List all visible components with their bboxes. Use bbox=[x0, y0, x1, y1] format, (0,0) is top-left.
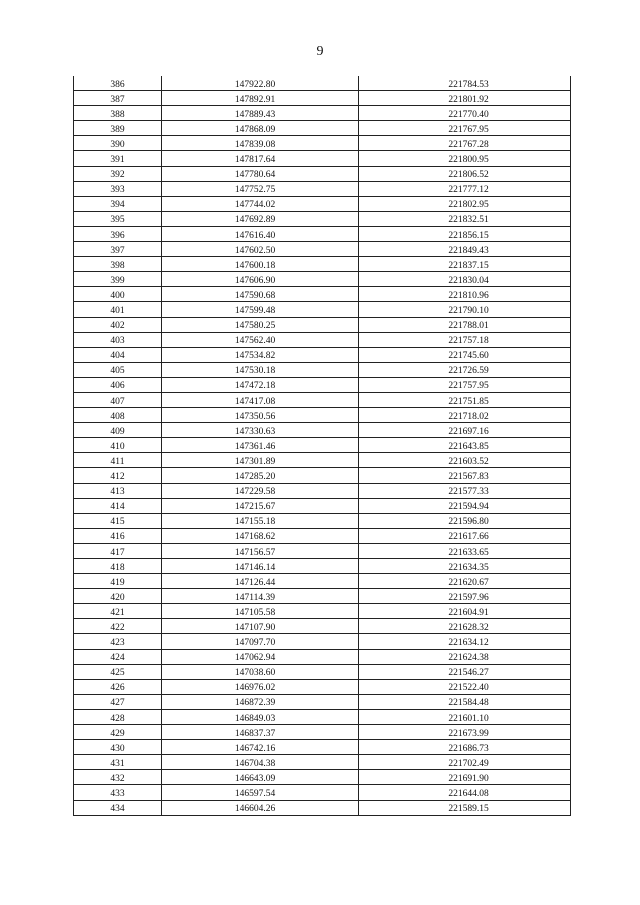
x-coordinate-cell: 146643.09 bbox=[162, 770, 359, 785]
x-coordinate-cell: 147744.02 bbox=[162, 196, 359, 211]
table-row bbox=[74, 709, 571, 724]
table-row bbox=[74, 513, 571, 528]
y-coordinate-cell: 221784.53 bbox=[359, 76, 571, 91]
point-number-cell: 395 bbox=[74, 211, 162, 226]
y-coordinate-cell: 221856.15 bbox=[359, 226, 571, 241]
point-number-cell: 422 bbox=[74, 619, 162, 634]
y-coordinate-cell: 221567.83 bbox=[359, 468, 571, 483]
point-number-cell: 387 bbox=[74, 91, 162, 106]
y-coordinate-cell: 221790.10 bbox=[359, 302, 571, 317]
x-coordinate-cell: 147600.18 bbox=[162, 257, 359, 272]
table-row bbox=[74, 785, 571, 800]
y-coordinate-cell: 221577.33 bbox=[359, 483, 571, 498]
point-number-cell: 425 bbox=[74, 664, 162, 679]
y-coordinate-cell: 221644.08 bbox=[359, 785, 571, 800]
y-coordinate-cell: 221634.12 bbox=[359, 634, 571, 649]
table-row bbox=[74, 483, 571, 498]
table-row bbox=[74, 226, 571, 241]
x-coordinate-cell: 147780.64 bbox=[162, 166, 359, 181]
table-row bbox=[74, 664, 571, 679]
coordinates-table-body bbox=[74, 76, 571, 815]
point-number-cell: 402 bbox=[74, 317, 162, 332]
table-row bbox=[74, 604, 571, 619]
point-number-cell: 419 bbox=[74, 574, 162, 589]
page-number: 9 bbox=[316, 44, 324, 59]
y-coordinate-cell: 221584.48 bbox=[359, 694, 571, 709]
table-row bbox=[74, 181, 571, 196]
x-coordinate-cell: 147562.40 bbox=[162, 332, 359, 347]
point-number-cell: 404 bbox=[74, 347, 162, 362]
point-number-cell: 412 bbox=[74, 468, 162, 483]
x-coordinate-cell: 147616.40 bbox=[162, 226, 359, 241]
y-coordinate-cell: 221832.51 bbox=[359, 211, 571, 226]
x-coordinate-cell: 146597.54 bbox=[162, 785, 359, 800]
point-number-cell: 394 bbox=[74, 196, 162, 211]
x-coordinate-cell: 147602.50 bbox=[162, 242, 359, 257]
y-coordinate-cell: 221596.80 bbox=[359, 513, 571, 528]
point-number-cell: 409 bbox=[74, 423, 162, 438]
point-number-cell: 411 bbox=[74, 453, 162, 468]
table-row bbox=[74, 800, 571, 815]
y-coordinate-cell: 221767.28 bbox=[359, 136, 571, 151]
point-number-cell: 429 bbox=[74, 725, 162, 740]
x-coordinate-cell: 147606.90 bbox=[162, 272, 359, 287]
x-coordinate-cell: 147417.08 bbox=[162, 392, 359, 407]
x-coordinate-cell: 147062.94 bbox=[162, 649, 359, 664]
point-number-cell: 413 bbox=[74, 483, 162, 498]
x-coordinate-cell: 146837.37 bbox=[162, 725, 359, 740]
point-number-cell: 423 bbox=[74, 634, 162, 649]
y-coordinate-cell: 221620.67 bbox=[359, 574, 571, 589]
table-row bbox=[74, 392, 571, 407]
point-number-cell: 426 bbox=[74, 679, 162, 694]
table-row bbox=[74, 543, 571, 558]
table-row bbox=[74, 634, 571, 649]
point-number-cell: 420 bbox=[74, 589, 162, 604]
x-coordinate-cell: 147126.44 bbox=[162, 574, 359, 589]
point-number-cell: 392 bbox=[74, 166, 162, 181]
point-number-cell: 418 bbox=[74, 559, 162, 574]
point-number-cell: 428 bbox=[74, 709, 162, 724]
x-coordinate-cell: 147038.60 bbox=[162, 664, 359, 679]
x-coordinate-cell: 146976.02 bbox=[162, 679, 359, 694]
x-coordinate-cell: 147168.62 bbox=[162, 528, 359, 543]
x-coordinate-cell: 147580.25 bbox=[162, 317, 359, 332]
table-row bbox=[74, 302, 571, 317]
y-coordinate-cell: 221800.95 bbox=[359, 151, 571, 166]
y-coordinate-cell: 221594.94 bbox=[359, 498, 571, 513]
y-coordinate-cell: 221777.12 bbox=[359, 181, 571, 196]
table-row bbox=[74, 559, 571, 574]
x-coordinate-cell: 147922.80 bbox=[162, 76, 359, 91]
point-number-cell: 406 bbox=[74, 377, 162, 392]
point-number-cell: 401 bbox=[74, 302, 162, 317]
table-row bbox=[74, 770, 571, 785]
y-coordinate-cell: 221603.52 bbox=[359, 453, 571, 468]
table-row bbox=[74, 694, 571, 709]
point-number-cell: 393 bbox=[74, 181, 162, 196]
table-row bbox=[74, 317, 571, 332]
x-coordinate-cell: 147229.58 bbox=[162, 483, 359, 498]
point-number-cell: 431 bbox=[74, 755, 162, 770]
table-row bbox=[74, 347, 571, 362]
x-coordinate-cell: 146849.03 bbox=[162, 709, 359, 724]
table-row bbox=[74, 468, 571, 483]
table-row bbox=[74, 151, 571, 166]
x-coordinate-cell: 147330.63 bbox=[162, 423, 359, 438]
point-number-cell: 432 bbox=[74, 770, 162, 785]
y-coordinate-cell: 221770.40 bbox=[359, 106, 571, 121]
point-number-cell: 391 bbox=[74, 151, 162, 166]
table-row bbox=[74, 257, 571, 272]
table-row bbox=[74, 166, 571, 181]
y-coordinate-cell: 221751.85 bbox=[359, 392, 571, 407]
point-number-cell: 386 bbox=[74, 76, 162, 91]
x-coordinate-cell: 147692.89 bbox=[162, 211, 359, 226]
x-coordinate-cell: 147105.58 bbox=[162, 604, 359, 619]
y-coordinate-cell: 221624.38 bbox=[359, 649, 571, 664]
point-number-cell: 403 bbox=[74, 332, 162, 347]
x-coordinate-cell: 147146.14 bbox=[162, 559, 359, 574]
y-coordinate-cell: 221788.01 bbox=[359, 317, 571, 332]
table-row bbox=[74, 589, 571, 604]
x-coordinate-cell: 146604.26 bbox=[162, 800, 359, 815]
table-row bbox=[74, 272, 571, 287]
table-row bbox=[74, 211, 571, 226]
y-coordinate-cell: 221643.85 bbox=[359, 438, 571, 453]
table-row bbox=[74, 106, 571, 121]
y-coordinate-cell: 221691.90 bbox=[359, 770, 571, 785]
y-coordinate-cell: 221546.27 bbox=[359, 664, 571, 679]
y-coordinate-cell: 221802.95 bbox=[359, 196, 571, 211]
y-coordinate-cell: 221837.15 bbox=[359, 257, 571, 272]
x-coordinate-cell: 147156.57 bbox=[162, 543, 359, 558]
y-coordinate-cell: 221718.02 bbox=[359, 408, 571, 423]
x-coordinate-cell: 147215.67 bbox=[162, 498, 359, 513]
table-row bbox=[74, 438, 571, 453]
x-coordinate-cell: 147868.09 bbox=[162, 121, 359, 136]
table-row bbox=[74, 377, 571, 392]
y-coordinate-cell: 221697.16 bbox=[359, 423, 571, 438]
y-coordinate-cell: 221522.40 bbox=[359, 679, 571, 694]
point-number-cell: 388 bbox=[74, 106, 162, 121]
y-coordinate-cell: 221597.96 bbox=[359, 589, 571, 604]
table-row bbox=[74, 679, 571, 694]
y-coordinate-cell: 221628.32 bbox=[359, 619, 571, 634]
point-number-cell: 415 bbox=[74, 513, 162, 528]
table-row bbox=[74, 121, 571, 136]
y-coordinate-cell: 221757.95 bbox=[359, 377, 571, 392]
y-coordinate-cell: 221806.52 bbox=[359, 166, 571, 181]
point-number-cell: 407 bbox=[74, 392, 162, 407]
y-coordinate-cell: 221726.59 bbox=[359, 362, 571, 377]
x-coordinate-cell: 147361.46 bbox=[162, 438, 359, 453]
table-row bbox=[74, 136, 571, 151]
table-row bbox=[74, 574, 571, 589]
table-row bbox=[74, 76, 571, 91]
y-coordinate-cell: 221830.04 bbox=[359, 272, 571, 287]
y-coordinate-cell: 221745.60 bbox=[359, 347, 571, 362]
table-row bbox=[74, 755, 571, 770]
x-coordinate-cell: 147817.64 bbox=[162, 151, 359, 166]
x-coordinate-cell: 147530.18 bbox=[162, 362, 359, 377]
x-coordinate-cell: 147599.48 bbox=[162, 302, 359, 317]
table-row bbox=[74, 740, 571, 755]
x-coordinate-cell: 147472.18 bbox=[162, 377, 359, 392]
x-coordinate-cell: 147350.56 bbox=[162, 408, 359, 423]
table-row bbox=[74, 408, 571, 423]
x-coordinate-cell: 146742.16 bbox=[162, 740, 359, 755]
point-number-cell: 430 bbox=[74, 740, 162, 755]
x-coordinate-cell: 147590.68 bbox=[162, 287, 359, 302]
y-coordinate-cell: 221702.49 bbox=[359, 755, 571, 770]
point-number-cell: 389 bbox=[74, 121, 162, 136]
x-coordinate-cell: 147752.75 bbox=[162, 181, 359, 196]
x-coordinate-cell: 147892.91 bbox=[162, 91, 359, 106]
table-row bbox=[74, 332, 571, 347]
point-number-cell: 433 bbox=[74, 785, 162, 800]
table-row bbox=[74, 242, 571, 257]
x-coordinate-cell: 147155.18 bbox=[162, 513, 359, 528]
table-row bbox=[74, 362, 571, 377]
x-coordinate-cell: 147097.70 bbox=[162, 634, 359, 649]
y-coordinate-cell: 221767.95 bbox=[359, 121, 571, 136]
y-coordinate-cell: 221601.10 bbox=[359, 709, 571, 724]
point-number-cell: 410 bbox=[74, 438, 162, 453]
x-coordinate-cell: 146704.38 bbox=[162, 755, 359, 770]
y-coordinate-cell: 221617.66 bbox=[359, 528, 571, 543]
point-number-cell: 427 bbox=[74, 694, 162, 709]
y-coordinate-cell: 221757.18 bbox=[359, 332, 571, 347]
point-number-cell: 416 bbox=[74, 528, 162, 543]
y-coordinate-cell: 221589.15 bbox=[359, 800, 571, 815]
table-row bbox=[74, 498, 571, 513]
x-coordinate-cell: 146872.39 bbox=[162, 694, 359, 709]
point-number-cell: 421 bbox=[74, 604, 162, 619]
point-number-cell: 400 bbox=[74, 287, 162, 302]
table-row bbox=[74, 196, 571, 211]
y-coordinate-cell: 221634.35 bbox=[359, 559, 571, 574]
y-coordinate-cell: 221686.73 bbox=[359, 740, 571, 755]
table-row bbox=[74, 649, 571, 664]
x-coordinate-cell: 147107.90 bbox=[162, 619, 359, 634]
point-number-cell: 397 bbox=[74, 242, 162, 257]
point-number-cell: 434 bbox=[74, 800, 162, 815]
table-row bbox=[74, 91, 571, 106]
y-coordinate-cell: 221633.65 bbox=[359, 543, 571, 558]
table-row bbox=[74, 423, 571, 438]
y-coordinate-cell: 221604.91 bbox=[359, 604, 571, 619]
point-number-cell: 424 bbox=[74, 649, 162, 664]
point-number-cell: 417 bbox=[74, 543, 162, 558]
point-number-cell: 414 bbox=[74, 498, 162, 513]
point-number-cell: 398 bbox=[74, 257, 162, 272]
table-row bbox=[74, 725, 571, 740]
x-coordinate-cell: 147114.39 bbox=[162, 589, 359, 604]
y-coordinate-cell: 221810.96 bbox=[359, 287, 571, 302]
point-number-cell: 390 bbox=[74, 136, 162, 151]
y-coordinate-cell: 221849.43 bbox=[359, 242, 571, 257]
x-coordinate-cell: 147534.82 bbox=[162, 347, 359, 362]
x-coordinate-cell: 147889.43 bbox=[162, 106, 359, 121]
x-coordinate-cell: 147301.89 bbox=[162, 453, 359, 468]
x-coordinate-cell: 147839.08 bbox=[162, 136, 359, 151]
table-row bbox=[74, 287, 571, 302]
coordinates-table bbox=[73, 76, 571, 816]
point-number-cell: 405 bbox=[74, 362, 162, 377]
y-coordinate-cell: 221801.92 bbox=[359, 91, 571, 106]
x-coordinate-cell: 147285.20 bbox=[162, 468, 359, 483]
point-number-cell: 408 bbox=[74, 408, 162, 423]
table-row bbox=[74, 619, 571, 634]
y-coordinate-cell: 221673.99 bbox=[359, 725, 571, 740]
table-row bbox=[74, 453, 571, 468]
point-number-cell: 396 bbox=[74, 226, 162, 241]
point-number-cell: 399 bbox=[74, 272, 162, 287]
table-row bbox=[74, 528, 571, 543]
